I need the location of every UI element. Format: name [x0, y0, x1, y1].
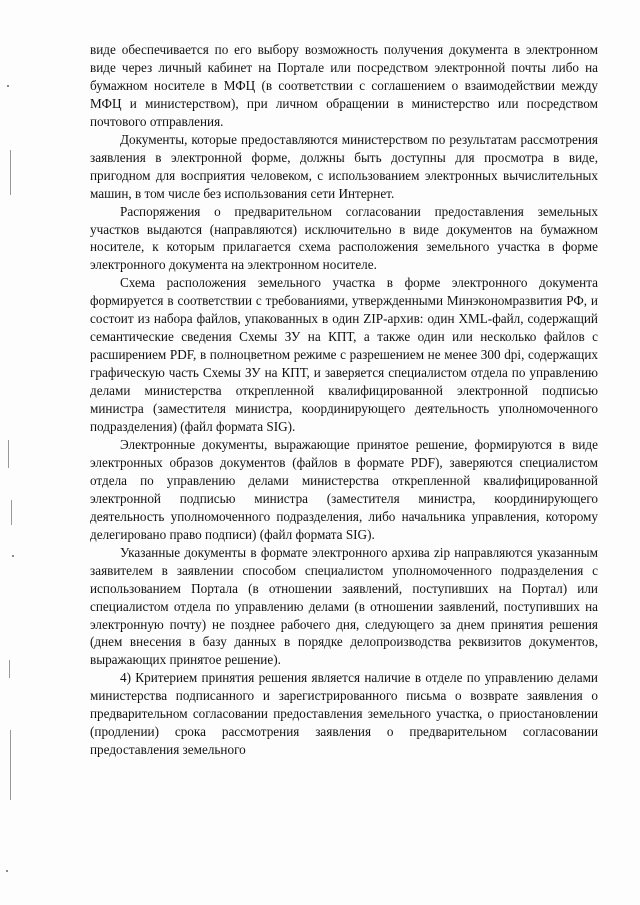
- paragraph-zip-archive: Указанные документы в формате электронного архива zip направляются указанным заявителем в заявлении способом специалистом уполномоченного подразделения с использованием Портала (в отношении заявлений, поступивших на Портал) или специалистом отдела по управлению делами (в отношении заявлений, поступивших на электронную почту) не позднее рабочего дня, следующего за днем принятия решения (днем внесения в базу данных в порядке делопроизводства реквизитов документов, выражающих принятое решение).: [90, 544, 598, 668]
- scan-margin-mark: [11, 500, 12, 525]
- scan-margin-mark: [10, 730, 11, 800]
- paragraph-electronic-decision: Электронные документы, выражающие принятое решение, формируются в виде электронных образов документов (файлов в формате PDF), заверяются специалистом отдела по управлению делами министерства открепленной квалифицированной электронной подписью министра (заместителя министра, координирующего деятельность уполномоченного подразделения, либо начальника управления, которому делегировано право подписи) (файл формата SIG).: [90, 436, 598, 542]
- scan-speck: [12, 555, 14, 557]
- paragraph-scheme: Схема расположения земельного участка в форме электронного документа формируется в соответствии с требованиями, утвержденными Минэкономразвития РФ, и состоит из набора файлов, упакованных в один ZIP-архив: один XML-файл, содержащий семантические сведения Схемы ЗУ на КПТ, а также один или несколько файлов с расширением PDF, в полноцветном режиме с разрешением не менее 300 dpi, содержащих графическую часть Схемы ЗУ на КПТ, и заверяется специалистом отдела по управлению делами министерства открепленной квалифицированной электронной подписью министра (заместителя министра, координирующего деятельность уполномоченного подразделения) (файл формата SIG).: [90, 275, 598, 435]
- scan-margin-mark: [8, 440, 9, 468]
- paragraph-criterion: 4) Критерием принятия решения является наличие в отделе по управлению делами министерства подписанного и зарегистрированного письма о возврате заявления о предварительном согласовании предоставления земельного участка, о приостановлении (продлении) срока рассмотрения заявления о предварительном согласовании предоставления земельного: [90, 670, 598, 758]
- paragraph-delivery-method: виде обеспечивается по его выбору возможность получения документа в электронном виде через личный кабинет на Портале или посредством электронной почты либо на бумажном носителе в МФЦ (в соответствии с соглашением о взаимодействии между МФЦ и министерством), при личном обращении в министерство или посредством почтового отправления.: [90, 42, 598, 129]
- paragraph-electronic-documents: Документы, которые предоставляются министерством по результатам рассмотрения заявления в электронной форме, должны быть доступны для просмотра в виде, пригодном для восприятия человеком, с использованием электронных вычислительных машин, в том числе без использования сети Интернет.: [90, 131, 598, 201]
- scan-margin-mark: [10, 150, 11, 195]
- scan-speck: [7, 85, 9, 87]
- paragraph-orders: Распоряжения о предварительном согласовании предоставления земельных участков выдаются (направляются) исключительно в виде документов на бумажном носителе, к которым прилагается схема расположения земельного участка в форме электронного документа на электронном носителе.: [90, 203, 598, 273]
- document-body: [90, 41, 598, 759]
- scan-speck: [6, 870, 8, 872]
- scan-margin-mark: [9, 660, 10, 678]
